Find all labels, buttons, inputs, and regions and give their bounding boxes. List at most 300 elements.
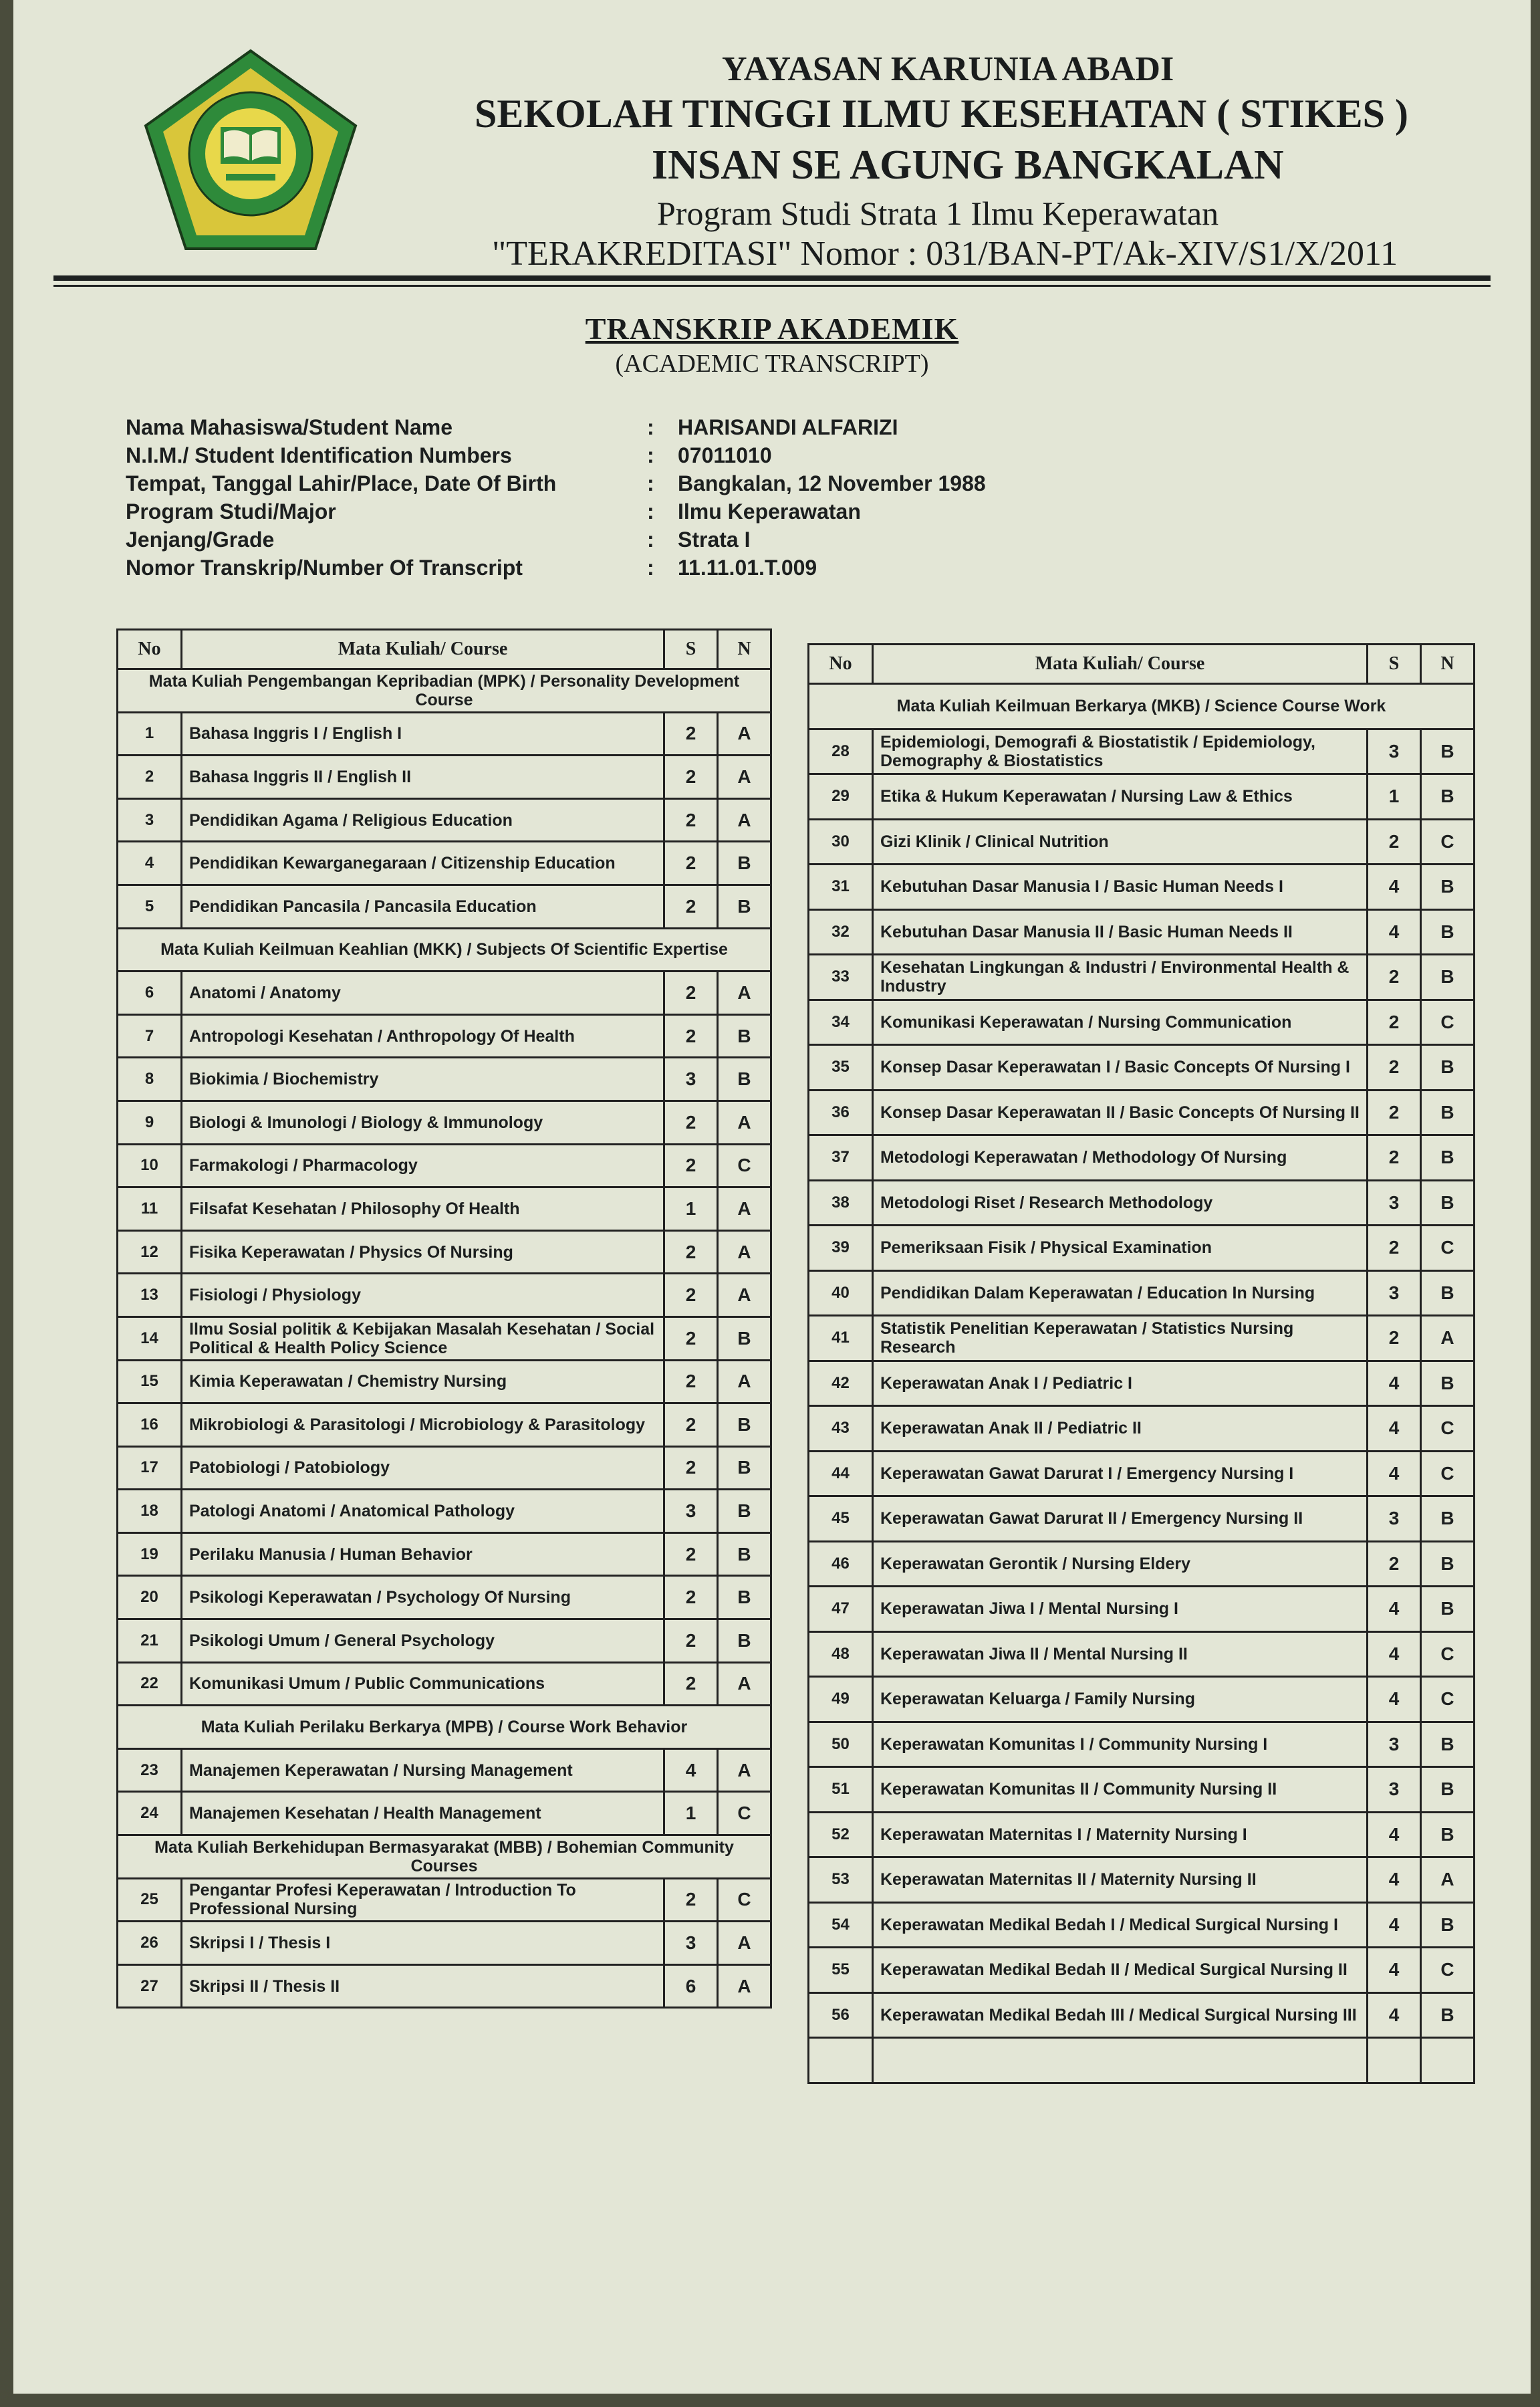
section-header-row [118,1835,771,1879]
course-row [118,1058,771,1101]
course-grade: A [718,1360,771,1403]
course-number: 20 [118,1576,182,1619]
course-number: 3 [118,798,182,842]
course-name: Skripsi I / Thesis I [182,1922,664,1965]
course-grade: B [1421,909,1474,955]
course-grade: B [718,1316,771,1360]
course-number: 51 [809,1767,873,1813]
course-number: 1 [118,712,182,756]
course-credits: 2 [664,1101,718,1144]
course-row [809,1812,1474,1857]
course-grade: A [718,1922,771,1965]
section-header-row [118,928,771,971]
course-grade: A [718,756,771,799]
student-info-label: N.I.M./ Student Identification Numbers [126,443,512,467]
course-number: 41 [809,1316,873,1361]
course-name: Komunikasi Umum / Public Communications [182,1662,664,1706]
course-number: 55 [809,1948,873,1993]
document-title-block [13,311,1531,378]
student-info-row [126,413,1061,441]
course-credits: 4 [1368,1812,1421,1857]
course-credits: 1 [664,1792,718,1835]
course-row [809,909,1474,955]
course-grade: B [718,1619,771,1663]
course-credits: 2 [664,1274,718,1317]
course-credits: 2 [1368,1090,1421,1135]
course-name: Pemeriksaan Fisik / Physical Examination [873,1226,1368,1271]
course-name: Keperawatan Jiwa II / Mental Nursing II [873,1631,1368,1677]
course-row [118,1532,771,1576]
course-row [809,865,1474,910]
course-number: 24 [118,1792,182,1835]
course-credits: 2 [1368,1541,1421,1587]
student-info-colon: : [647,555,654,580]
course-row [809,1992,1474,2038]
course-row [809,1045,1474,1091]
course-number: 27 [118,1964,182,2008]
course-number: 23 [118,1748,182,1792]
course-credits: 4 [1368,1361,1421,1406]
course-row [118,1576,771,1619]
course-grade: A [718,712,771,756]
course-name: Keperawatan Medikal Bedah II / Medical Surgical Nursing II [873,1948,1368,1993]
course-name: Skripsi II / Thesis II [182,1964,664,2008]
course-number: 7 [118,1014,182,1058]
course-row [118,1187,771,1231]
course-name: Keperawatan Medikal Bedah III / Medical Surgical Nursing III [873,1992,1368,2038]
course-name: Statistik Penelitian Keperawatan / Statistics Nursing Research [873,1316,1368,1361]
course-number: 47 [809,1587,873,1632]
empty-row [809,2038,1474,2083]
course-row [118,1101,771,1144]
course-name: Manajemen Keperawatan / Nursing Management [182,1748,664,1792]
course-name: Kebutuhan Dasar Manusia II / Basic Human Needs II [873,909,1368,955]
course-credits: 2 [664,1014,718,1058]
course-row [118,712,771,756]
course-credits: 4 [1368,1857,1421,1903]
course-row [809,1090,1474,1135]
course-number: 18 [118,1490,182,1533]
course-credits: 2 [664,798,718,842]
header-n: N [718,630,771,669]
course-number: 19 [118,1532,182,1576]
course-grade: B [1421,1812,1474,1857]
course-name: Farmakologi / Pharmacology [182,1144,664,1187]
course-grade: A [718,1274,771,1317]
student-info-row [126,441,1061,469]
course-row [118,1878,771,1922]
course-grade: B [718,885,771,928]
course-name: Konsep Dasar Keperawatan I / Basic Concepts Of Nursing I [873,1045,1368,1091]
course-row [809,729,1474,774]
section-header-row [118,669,771,713]
course-number: 39 [809,1226,873,1271]
course-credits: 2 [1368,1226,1421,1271]
course-grade: B [1421,865,1474,910]
course-credits: 2 [1368,955,1421,1000]
course-credits: 2 [664,1403,718,1447]
course-name: Perilaku Manusia / Human Behavior [182,1532,664,1576]
course-grade: B [718,1446,771,1490]
course-grade: C [718,1144,771,1187]
student-info-colon: : [647,443,654,467]
course-number: 10 [118,1144,182,1187]
course-grade: B [718,1058,771,1101]
course-row [118,1144,771,1187]
course-grade: B [1421,1135,1474,1181]
course-grade: B [718,1576,771,1619]
course-number: 46 [809,1541,873,1587]
student-info-label: Nomor Transkrip/Number Of Transcript [126,555,523,580]
course-credits: 4 [1368,1902,1421,1948]
course-credits: 4 [1368,909,1421,955]
course-credits: 2 [664,1446,718,1490]
course-credits: 4 [1368,1406,1421,1452]
course-row [809,1902,1474,1948]
course-grade: A [718,1187,771,1231]
course-number: 45 [809,1496,873,1542]
student-info-value: 11.11.01.T.009 [678,555,817,580]
course-credits: 2 [664,1360,718,1403]
course-number: 25 [118,1878,182,1922]
course-grade: C [1421,1631,1474,1677]
course-grade: B [718,1014,771,1058]
course-number: 53 [809,1857,873,1903]
course-number: 48 [809,1631,873,1677]
course-number: 26 [118,1922,182,1965]
empty-cell [1421,2038,1474,2083]
student-info-row [126,554,1061,582]
course-number: 5 [118,885,182,928]
course-row [809,1361,1474,1406]
course-number: 40 [809,1270,873,1316]
course-credits: 3 [664,1922,718,1965]
course-row [809,1631,1474,1677]
course-grade: C [1421,1677,1474,1722]
header-divider-thin [53,285,1491,287]
course-row [809,1587,1474,1632]
letterhead [13,0,1531,288]
course-grade: B [1421,1587,1474,1632]
course-credits: 4 [1368,1992,1421,2038]
course-number: 42 [809,1361,873,1406]
student-info-label: Program Studi/Major [126,499,336,524]
course-row [809,1767,1474,1813]
course-row [809,1135,1474,1181]
course-number: 34 [809,1000,873,1045]
course-row [118,842,771,885]
course-grade: B [1421,955,1474,1000]
course-name: Kesehatan Lingkungan & Industri / Environmental Health & Industry [873,955,1368,1000]
course-name: Pendidikan Kewarganegaraan / Citizenship Education [182,842,664,885]
course-grade: A [718,1964,771,2008]
course-grade: B [1421,774,1474,820]
course-name: Mikrobiologi & Parasitologi / Microbiology & Parasitology [182,1403,664,1447]
course-number: 13 [118,1274,182,1317]
course-credits: 2 [664,1230,718,1274]
course-name: Komunikasi Keperawatan / Nursing Communication [873,1000,1368,1045]
section-title: Mata Kuliah Perilaku Berkarya (MPB) / Course Work Behavior [118,1706,771,1749]
course-number: 33 [809,955,873,1000]
course-number: 11 [118,1187,182,1231]
course-credits: 3 [664,1058,718,1101]
course-number: 17 [118,1446,182,1490]
section-header-row [118,1706,771,1749]
student-info-value: Strata I [678,527,751,552]
course-credits: 2 [1368,1045,1421,1091]
course-name: Kebutuhan Dasar Manusia I / Basic Human Needs I [873,865,1368,910]
empty-cell [1368,2038,1421,2083]
course-number: 29 [809,774,873,820]
course-name: Biologi & Imunologi / Biology & Immunology [182,1101,664,1144]
course-number: 15 [118,1360,182,1403]
course-credits: 2 [1368,1000,1421,1045]
course-number: 8 [118,1058,182,1101]
course-number: 4 [118,842,182,885]
student-info-value: Bangkalan, 12 November 1988 [678,471,986,495]
course-name: Epidemiologi, Demografi & Biostatistik / Epidemiology, Demography & Biostatistics [873,729,1368,774]
campus-name: INSAN SE AGUNG BANGKALAN [652,142,1284,188]
course-row [809,1677,1474,1722]
course-name: Keperawatan Anak I / Pediatric I [873,1361,1368,1406]
document-title: TRANSKRIP AKADEMIK [585,312,959,346]
header-course: Mata Kuliah/ Course [182,630,664,669]
course-number: 56 [809,1992,873,2038]
student-info-label: Tempat, Tanggal Lahir/Place, Date Of Birth [126,471,557,495]
course-grade: C [718,1878,771,1922]
course-credits: 4 [1368,1677,1421,1722]
course-grade: A [718,971,771,1015]
course-credits: 3 [1368,729,1421,774]
stikes-logo-icon [140,47,361,254]
course-row [118,1748,771,1792]
course-name: Konsep Dasar Keperawatan II / Basic Concepts Of Nursing II [873,1090,1368,1135]
course-grade: B [718,842,771,885]
student-info-value: Ilmu Keperawatan [678,499,861,524]
course-name: Pendidikan Dalam Keperawatan / Education In Nursing [873,1270,1368,1316]
course-grade: B [1421,1361,1474,1406]
course-number: 43 [809,1406,873,1452]
course-grade: C [1421,1451,1474,1496]
transcript-paper [13,0,1531,2394]
course-name: Psikologi Keperawatan / Psychology Of Nursing [182,1576,664,1619]
course-credits: 6 [664,1964,718,2008]
course-credits: 2 [664,1144,718,1187]
course-row [118,1922,771,1965]
course-number: 30 [809,819,873,865]
student-info-row [126,469,1061,497]
course-name: Metodologi Keperawatan / Methodology Of Nursing [873,1135,1368,1181]
course-number: 21 [118,1619,182,1663]
course-row [118,1446,771,1490]
course-grade: C [1421,1406,1474,1452]
foundation-name: YAYASAN KARUNIA ABADI [722,50,1174,88]
course-row [118,1619,771,1663]
course-grade: B [1421,1767,1474,1813]
course-credits: 2 [664,1878,718,1922]
course-row [809,819,1474,865]
course-credits: 2 [1368,819,1421,865]
course-number: 35 [809,1045,873,1091]
course-number: 36 [809,1090,873,1135]
course-row [809,1451,1474,1496]
course-name: Psikologi Umum / General Psychology [182,1619,664,1663]
school-name: SEKOLAH TINGGI ILMU KESEHATAN ( STIKES ) [475,92,1408,136]
course-number: 22 [118,1662,182,1706]
course-credits: 2 [664,971,718,1015]
course-name: Pengantar Profesi Keperawatan / Introduction To Professional Nursing [182,1878,664,1922]
course-row [809,955,1474,1000]
course-grade: B [1421,1722,1474,1767]
course-number: 49 [809,1677,873,1722]
course-grade: A [718,1748,771,1792]
course-row [118,1662,771,1706]
course-row [118,1792,771,1835]
course-name: Gizi Klinik / Clinical Nutrition [873,819,1368,865]
course-credits: 2 [664,1576,718,1619]
student-info [126,413,1061,582]
header-no: No [809,645,873,684]
course-credits: 4 [1368,1631,1421,1677]
transcript-table-left [116,628,772,2009]
course-row [118,1230,771,1274]
course-name: Etika & Hukum Keperawatan / Nursing Law & Ethics [873,774,1368,820]
course-grade: B [1421,1496,1474,1542]
empty-cell [809,2038,873,2083]
course-name: Kimia Keperawatan / Chemistry Nursing [182,1360,664,1403]
course-grade: A [718,1230,771,1274]
course-name: Keperawatan Gawat Darurat II / Emergency Nursing II [873,1496,1368,1542]
course-number: 28 [809,729,873,774]
course-name: Anatomi / Anatomy [182,971,664,1015]
course-name: Bahasa Inggris I / English I [182,712,664,756]
course-grade: A [718,1101,771,1144]
course-row [118,885,771,928]
student-info-label: Nama Mahasiswa/Student Name [126,415,453,439]
course-name: Patologi Anatomi / Anatomical Pathology [182,1490,664,1533]
course-grade: A [718,798,771,842]
course-credits: 2 [664,1662,718,1706]
course-credits: 2 [664,712,718,756]
course-row [809,1496,1474,1542]
section-title: Mata Kuliah Berkehidupan Bermasyarakat (MBB) / Bohemian Community Courses [118,1835,771,1879]
course-credits: 2 [664,1619,718,1663]
course-row [118,1403,771,1447]
course-credits: 3 [664,1490,718,1533]
student-info-colon: : [647,499,654,524]
course-row [118,1316,771,1360]
course-grade: C [1421,1000,1474,1045]
course-name: Pendidikan Pancasila / Pancasila Education [182,885,664,928]
empty-cell [873,2038,1368,2083]
course-row [809,1406,1474,1452]
course-number: 9 [118,1101,182,1144]
course-name: Keperawatan Komunitas I / Community Nursing I [873,1722,1368,1767]
document-subtitle: (ACADEMIC TRANSCRIPT) [615,350,929,378]
course-credits: 3 [1368,1270,1421,1316]
student-info-row [126,497,1061,526]
course-name: Biokimia / Biochemistry [182,1058,664,1101]
course-number: 50 [809,1722,873,1767]
course-name: Keperawatan Maternitas II / Maternity Nursing II [873,1857,1368,1903]
course-grade: C [1421,1948,1474,1993]
course-number: 32 [809,909,873,955]
course-row [118,1014,771,1058]
course-row [809,1948,1474,1993]
course-name: Pendidikan Agama / Religious Education [182,798,664,842]
student-info-value: HARISANDI ALFARIZI [678,415,898,439]
course-credits: 4 [1368,865,1421,910]
course-name: Keperawatan Keluarga / Family Nursing [873,1677,1368,1722]
course-grade: B [1421,1090,1474,1135]
course-grade: B [1421,1045,1474,1091]
course-credits: 3 [1368,1767,1421,1813]
course-credits: 2 [664,885,718,928]
student-info-colon: : [647,471,654,495]
course-grade: B [1421,729,1474,774]
course-row [118,1964,771,2008]
section-title: Mata Kuliah Pengembangan Kepribadian (MPK) / Personality Development Course [118,669,771,713]
student-info-row [126,526,1061,554]
course-name: Manajemen Kesehatan / Health Management [182,1792,664,1835]
section-title: Mata Kuliah Keilmuan Berkarya (MKB) / Science Course Work [809,684,1474,729]
course-row [809,1000,1474,1045]
header-s: S [1368,645,1421,684]
course-grade: B [718,1490,771,1533]
course-row [118,798,771,842]
course-grade: C [718,1792,771,1835]
course-number: 52 [809,1812,873,1857]
course-credits: 3 [1368,1722,1421,1767]
section-header-row [809,684,1474,729]
course-credits: 4 [1368,1587,1421,1632]
course-grade: B [1421,1902,1474,1948]
accreditation-line: "TERAKREDITASI" Nomor : 031/BAN-PT/Ak-XIV/S1/X/2011 [492,235,1398,273]
course-name: Keperawatan Medikal Bedah I / Medical Surgical Nursing I [873,1902,1368,1948]
course-number: 16 [118,1403,182,1447]
course-credits: 4 [1368,1451,1421,1496]
course-grade: C [1421,1226,1474,1271]
course-credits: 2 [1368,1316,1421,1361]
course-row [118,1274,771,1317]
course-credits: 2 [664,1532,718,1576]
student-info-colon: : [647,415,654,439]
header-divider [53,275,1491,281]
course-name: Filsafat Kesehatan / Philosophy Of Health [182,1187,664,1231]
course-grade: A [718,1662,771,1706]
course-row [809,1316,1474,1361]
course-name: Keperawatan Komunitas II / Community Nursing II [873,1767,1368,1813]
course-name: Fisiologi / Physiology [182,1274,664,1317]
course-number: 2 [118,756,182,799]
course-grade: B [718,1532,771,1576]
transcript-table-right [807,643,1475,2084]
course-row [809,774,1474,820]
course-name: Keperawatan Gerontik / Nursing Eldery [873,1541,1368,1587]
course-row [809,1857,1474,1903]
course-name: Keperawatan Anak II / Pediatric II [873,1406,1368,1452]
header-course: Mata Kuliah/ Course [873,645,1368,684]
course-row [118,1360,771,1403]
course-grade: B [1421,1992,1474,2038]
course-row [809,1270,1474,1316]
course-credits: 4 [1368,1948,1421,1993]
header-n: N [1421,645,1474,684]
course-credits: 2 [664,842,718,885]
course-number: 6 [118,971,182,1015]
course-number: 12 [118,1230,182,1274]
course-credits: 2 [1368,1135,1421,1181]
